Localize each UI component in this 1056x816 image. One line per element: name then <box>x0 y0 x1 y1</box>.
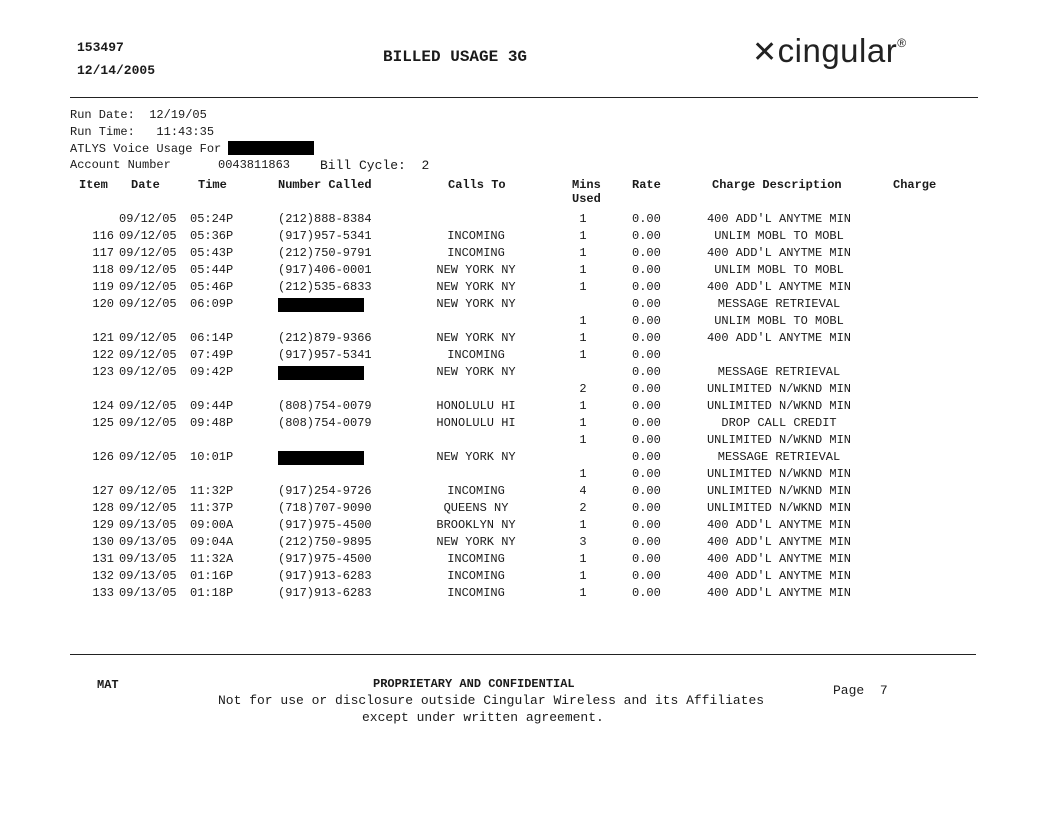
cell-item: 116 <box>92 229 114 243</box>
cell-date: 09/13/05 <box>119 569 177 583</box>
table-row <box>66 382 966 399</box>
table-row <box>66 212 966 229</box>
cell-charge-description: MESSAGE RETRIEVAL <box>717 450 841 464</box>
cell-time: 01:18P <box>190 586 234 600</box>
cell-number-called: (212)879-9366 <box>278 331 372 345</box>
cell-mins-used: 1 <box>579 399 587 413</box>
redaction-bar <box>278 298 364 312</box>
table-row <box>66 467 966 484</box>
cell-item: 129 <box>92 518 114 532</box>
cell-charge-description: UNLIMITED N/WKND MIN <box>706 433 852 447</box>
table-row <box>66 433 966 450</box>
page-title: BILLED USAGE 3G <box>383 48 528 66</box>
cell-number-called: (917)957-5341 <box>278 348 372 362</box>
confidential-notice-line2: except under written agreement. <box>362 710 604 725</box>
cell-mins-used: 1 <box>579 212 587 226</box>
cell-rate: 0.00 <box>632 484 661 498</box>
cell-charge-description: UNLIMITED N/WKND MIN <box>706 467 852 481</box>
footer-code: MAT <box>97 678 119 692</box>
footer-divider <box>70 654 976 655</box>
cell-time: 01:16P <box>190 569 234 583</box>
cell-number-called: (917)957-5341 <box>278 229 372 243</box>
header-item: Item <box>79 178 108 192</box>
cell-calls-to: NEW YORK NY <box>436 297 516 311</box>
cell-mins-used: 1 <box>579 348 587 362</box>
cell-rate: 0.00 <box>632 263 661 277</box>
table-row <box>66 365 966 382</box>
cell-date: 09/12/05 <box>119 280 177 294</box>
table-row <box>66 348 966 365</box>
cell-charge-description: 400 ADD'L ANYTME MIN <box>706 586 852 600</box>
table-row <box>66 586 966 603</box>
cell-mins-used: 2 <box>579 382 587 396</box>
cell-time: 05:46P <box>190 280 234 294</box>
cell-rate: 0.00 <box>632 501 661 515</box>
bill-cycle-label: Bill Cycle: <box>320 158 406 173</box>
header-divider <box>70 97 978 98</box>
cell-charge-description: DROP CALL CREDIT <box>721 416 837 430</box>
header-charge: Charge <box>893 178 937 192</box>
run-time-line <box>70 125 214 139</box>
cell-rate: 0.00 <box>632 433 661 447</box>
cell-charge-description: UNLIM MOBL TO MOBL <box>714 263 844 277</box>
cell-number-called: (718)707-9090 <box>278 501 372 515</box>
page-label: Page <box>833 683 865 698</box>
cell-charge-description: 400 ADD'L ANYTME MIN <box>706 569 852 583</box>
cell-mins-used: 1 <box>579 280 587 294</box>
bill-cycle <box>320 158 429 173</box>
cell-calls-to: NEW YORK NY <box>436 331 516 345</box>
cell-time: 06:09P <box>190 297 234 311</box>
cell-date: 09/12/05 <box>119 501 177 515</box>
header-date: Date <box>131 178 160 192</box>
cell-rate: 0.00 <box>632 586 661 600</box>
account-label: Account Number <box>70 158 171 172</box>
cell-time: 05:36P <box>190 229 234 243</box>
cell-mins-used: 1 <box>579 569 587 583</box>
redaction-bar <box>278 366 364 380</box>
cell-calls-to: INCOMING <box>447 246 505 260</box>
cingular-x-icon: ✕ <box>752 36 778 69</box>
cell-time: 09:04A <box>190 535 234 549</box>
cell-calls-to: HONOLULU HI <box>436 416 516 430</box>
cell-number-called: (212)535-6833 <box>278 280 372 294</box>
cell-calls-to: INCOMING <box>447 348 505 362</box>
cell-number-called: (212)750-9895 <box>278 535 372 549</box>
page-value: 7 <box>879 683 888 698</box>
cell-mins-used: 1 <box>579 552 587 566</box>
cell-calls-to: INCOMING <box>447 484 505 498</box>
cell-time: 11:37P <box>190 501 234 515</box>
cell-item: 132 <box>92 569 114 583</box>
cell-date: 09/13/05 <box>119 518 177 532</box>
table-row <box>66 314 966 331</box>
table-row <box>66 263 966 280</box>
cell-rate: 0.00 <box>632 212 661 226</box>
cell-calls-to: HONOLULU HI <box>436 399 516 413</box>
cell-rate: 0.00 <box>632 280 661 294</box>
cell-calls-to: NEW YORK NY <box>436 280 516 294</box>
cell-item: 133 <box>92 586 114 600</box>
cell-mins-used: 1 <box>579 331 587 345</box>
cell-time: 06:14P <box>190 331 234 345</box>
cell-number-called: (808)754-0079 <box>278 399 372 413</box>
cell-rate: 0.00 <box>632 450 661 464</box>
cell-calls-to: INCOMING <box>447 229 505 243</box>
table-row <box>66 280 966 297</box>
cell-date: 09/12/05 <box>119 365 177 379</box>
cell-number-called: (917)913-6283 <box>278 569 372 583</box>
document-id: 153497 <box>77 40 124 55</box>
cell-time: 05:24P <box>190 212 234 226</box>
run-time-value: 11:43:35 <box>156 125 215 139</box>
cell-date: 09/12/05 <box>119 263 177 277</box>
cell-time: 07:49P <box>190 348 234 362</box>
cell-time: 11:32A <box>190 552 234 566</box>
cell-mins-used: 2 <box>579 501 587 515</box>
confidential-notice-line1: Not for use or disclosure outside Cingular Wireless and its Affiliates <box>218 693 765 708</box>
cell-item: 119 <box>92 280 114 294</box>
cell-mins-used: 4 <box>579 484 587 498</box>
cell-item: 117 <box>92 246 114 260</box>
cell-date: 09/12/05 <box>119 331 177 345</box>
header-time: Time <box>198 178 227 192</box>
cell-date: 09/12/05 <box>119 484 177 498</box>
cell-mins-used: 1 <box>579 433 587 447</box>
cell-rate: 0.00 <box>632 535 661 549</box>
logo-text: cingular <box>777 32 898 69</box>
cell-number-called: (212)888-8384 <box>278 212 372 226</box>
redacted-name-block <box>228 141 314 155</box>
bill-cycle-value: 2 <box>421 158 430 173</box>
cell-time: 10:01P <box>190 450 234 464</box>
cell-mins-used: 1 <box>579 586 587 600</box>
run-date-value: 12/19/05 <box>149 108 207 122</box>
cell-rate: 0.00 <box>632 314 661 328</box>
table-row <box>66 518 966 535</box>
cell-rate: 0.00 <box>632 297 661 311</box>
table-row <box>66 450 966 467</box>
cell-time: 09:42P <box>190 365 234 379</box>
header-mins <box>572 178 601 206</box>
cell-item: 131 <box>92 552 114 566</box>
cell-time: 09:00A <box>190 518 234 532</box>
cell-charge-description: MESSAGE RETRIEVAL <box>717 297 841 311</box>
cell-calls-to: NEW YORK NY <box>436 450 516 464</box>
run-date-line <box>70 108 207 122</box>
cell-charge-description: 400 ADD'L ANYTME MIN <box>706 518 852 532</box>
cell-charge-description: 400 ADD'L ANYTME MIN <box>706 280 852 294</box>
cell-date: 09/12/05 <box>119 246 177 260</box>
cell-calls-to: INCOMING <box>447 586 505 600</box>
cell-rate: 0.00 <box>632 246 661 260</box>
cell-date: 09/12/05 <box>119 348 177 362</box>
cell-date: 09/13/05 <box>119 552 177 566</box>
cell-calls-to: QUEENS NY <box>443 501 509 515</box>
cell-calls-to: INCOMING <box>447 552 505 566</box>
cell-time: 09:48P <box>190 416 234 430</box>
document-date: 12/14/2005 <box>77 63 156 78</box>
cell-rate: 0.00 <box>632 348 661 362</box>
table-row <box>66 416 966 433</box>
table-row <box>66 569 966 586</box>
account-number: 0043811863 <box>218 158 291 172</box>
header-mins-line2: Used <box>572 192 601 206</box>
header-mins-line1: Mins <box>572 178 601 192</box>
cell-calls-to: NEW YORK NY <box>436 365 516 379</box>
cell-number-called: (808)754-0079 <box>278 416 372 430</box>
table-row <box>66 297 966 314</box>
cell-date: 09/12/05 <box>119 416 177 430</box>
cell-rate: 0.00 <box>632 399 661 413</box>
cell-calls-to: NEW YORK NY <box>436 535 516 549</box>
cell-item: 118 <box>92 263 114 277</box>
header-calls-to: Calls To <box>448 178 506 192</box>
cell-mins-used: 3 <box>579 535 587 549</box>
cell-date: 09/13/05 <box>119 586 177 600</box>
cell-rate: 0.00 <box>632 518 661 532</box>
cell-time: 09:44P <box>190 399 234 413</box>
cell-mins-used: 1 <box>579 246 587 260</box>
cell-rate: 0.00 <box>632 416 661 430</box>
cell-mins-used: 1 <box>579 467 587 481</box>
usage-for-line <box>70 141 314 156</box>
cell-mins-used: 1 <box>579 263 587 277</box>
table-row <box>66 484 966 501</box>
cell-time: 05:43P <box>190 246 234 260</box>
cell-mins-used: 1 <box>579 314 587 328</box>
cell-time: 05:44P <box>190 263 234 277</box>
usage-for-label: ATLYS Voice Usage For <box>70 142 222 156</box>
table-row <box>66 552 966 569</box>
cell-date: 09/12/05 <box>119 450 177 464</box>
cell-number-called: (917)975-4500 <box>278 518 372 532</box>
cell-charge-description: 400 ADD'L ANYTME MIN <box>706 246 852 260</box>
table-row <box>66 331 966 348</box>
cell-rate: 0.00 <box>632 331 661 345</box>
cell-charge-description: UNLIMITED N/WKND MIN <box>706 501 852 515</box>
cell-rate: 0.00 <box>632 552 661 566</box>
table-row <box>66 501 966 518</box>
cell-number-called: (917)975-4500 <box>278 552 372 566</box>
table-row <box>66 399 966 416</box>
cell-item: 121 <box>92 331 114 345</box>
usage-table <box>66 178 966 603</box>
cell-charge-description: 400 ADD'L ANYTME MIN <box>706 212 852 226</box>
cell-rate: 0.00 <box>632 467 661 481</box>
cell-charge-description: 400 ADD'L ANYTME MIN <box>706 535 852 549</box>
cell-number-called: (917)913-6283 <box>278 586 372 600</box>
cell-date: 09/12/05 <box>119 297 177 311</box>
cell-number-called: (917)406-0001 <box>278 263 372 277</box>
cell-item: 124 <box>92 399 114 413</box>
cell-number-called: (212)750-9791 <box>278 246 372 260</box>
cell-rate: 0.00 <box>632 365 661 379</box>
cell-charge-description: MESSAGE RETRIEVAL <box>717 365 841 379</box>
cell-item: 128 <box>92 501 114 515</box>
table-body <box>66 212 966 603</box>
cell-charge-description: UNLIM MOBL TO MOBL <box>714 229 844 243</box>
cell-item: 126 <box>92 450 114 464</box>
cell-mins-used: 1 <box>579 518 587 532</box>
cell-calls-to: INCOMING <box>447 569 505 583</box>
table-row <box>66 246 966 263</box>
header-charge-description: Charge Description <box>712 178 842 192</box>
cell-item: 130 <box>92 535 114 549</box>
cell-charge-description: UNLIM MOBL TO MOBL <box>714 314 844 328</box>
cell-time: 11:32P <box>190 484 234 498</box>
cell-rate: 0.00 <box>632 569 661 583</box>
cell-item: 127 <box>92 484 114 498</box>
cell-item: 120 <box>92 297 114 311</box>
cell-number-called: (917)254-9726 <box>278 484 372 498</box>
table-header-row <box>66 178 966 212</box>
run-date-label: Run Date: <box>70 108 135 122</box>
table-row <box>66 535 966 552</box>
cell-calls-to: NEW YORK NY <box>436 263 516 277</box>
cell-item: 122 <box>92 348 114 362</box>
cell-item: 123 <box>92 365 114 379</box>
cell-charge-description: 400 ADD'L ANYTME MIN <box>706 331 852 345</box>
cell-item: 125 <box>92 416 114 430</box>
cell-rate: 0.00 <box>632 229 661 243</box>
table-row <box>66 229 966 246</box>
cell-charge-description: UNLIMITED N/WKND MIN <box>706 484 852 498</box>
cell-date: 09/12/05 <box>119 399 177 413</box>
cell-date: 09/12/05 <box>119 212 177 226</box>
page-number <box>833 683 888 698</box>
redaction-bar <box>278 451 364 465</box>
cell-charge-description: UNLIMITED N/WKND MIN <box>706 399 852 413</box>
registered-mark: ® <box>897 36 907 50</box>
cell-rate: 0.00 <box>632 382 661 396</box>
cell-date: 09/13/05 <box>119 535 177 549</box>
cell-mins-used: 1 <box>579 229 587 243</box>
header-rate: Rate <box>632 178 661 192</box>
cell-date: 09/12/05 <box>119 229 177 243</box>
cell-charge-description: UNLIMITED N/WKND MIN <box>706 382 852 396</box>
run-time-label: Run Time: <box>70 125 135 139</box>
cell-charge-description: 400 ADD'L ANYTME MIN <box>706 552 852 566</box>
confidential-heading: PROPRIETARY AND CONFIDENTIAL <box>373 677 575 691</box>
cell-mins-used: 1 <box>579 416 587 430</box>
header-number-called: Number Called <box>278 178 372 192</box>
cell-calls-to: BROOKLYN NY <box>436 518 516 532</box>
cingular-logo <box>752 32 907 70</box>
